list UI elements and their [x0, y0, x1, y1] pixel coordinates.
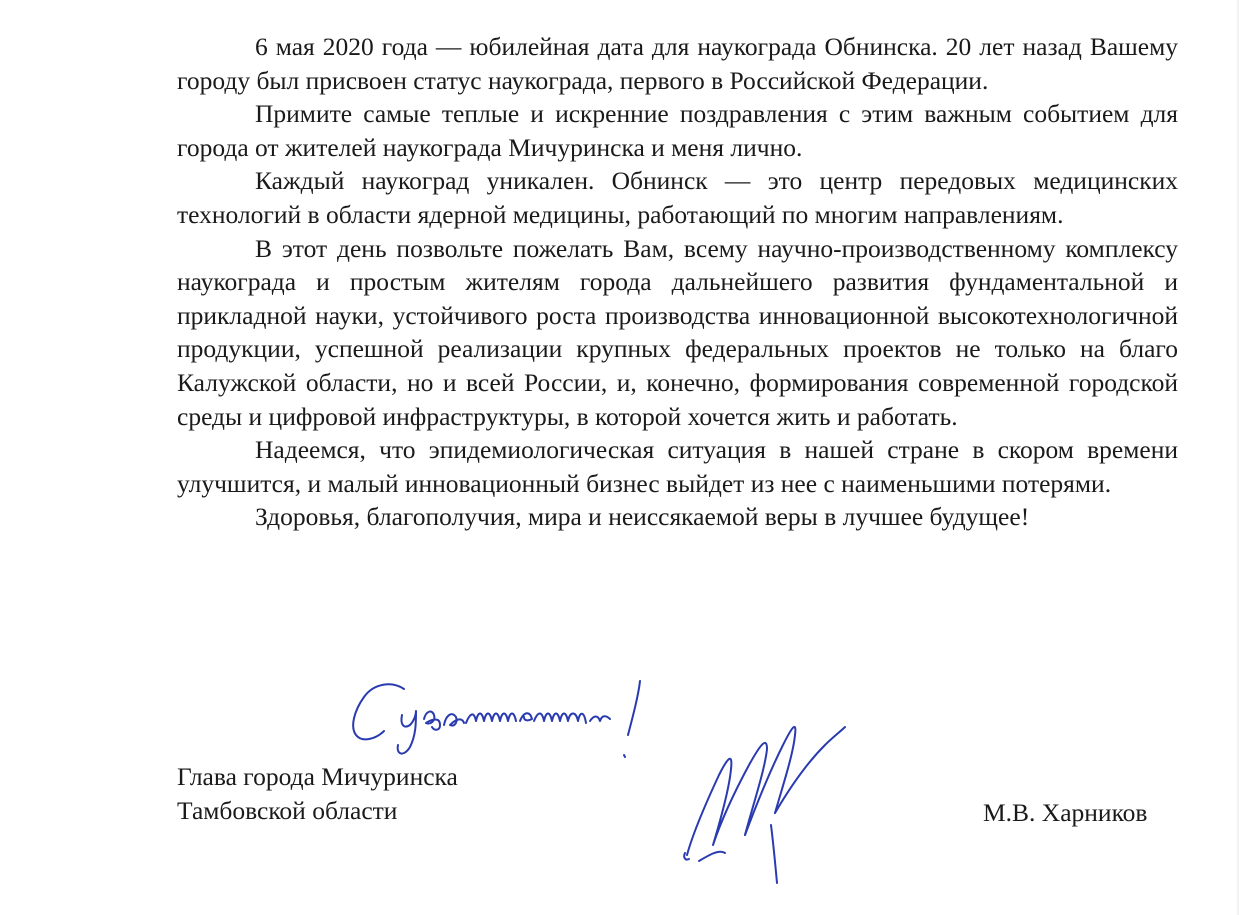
signatory-name: М.В. Харников	[983, 798, 1148, 827]
paragraph-congratulations: Примите самые теплые и искренние поздравления с этим важным событием для города от жителей наукограда Мичуринска и меня лично.	[177, 99, 1178, 162]
letter-body	[177, 30, 1178, 534]
handwritten-closing	[340, 675, 660, 765]
signatory-title-line2: Тамбовской области	[177, 796, 398, 825]
signatory-title	[177, 760, 458, 828]
paragraph-closing-wish: Здоровья, благополучия, мира и неиссякаемой веры в лучшее будущее!	[255, 502, 1030, 532]
signatory-title-line1: Глава города Мичуринска	[177, 762, 458, 791]
paragraph-anniversary: 6 мая 2020 года — юбилейная дата для наукограда Обнинска. 20 лет назад Вашему городу был присвоен статус наукограда, первого в Российской Федерации.	[177, 32, 1178, 95]
signature-image	[675, 705, 855, 890]
paragraph-obninsk-unique: Каждый наукоград уникален. Обнинск — это центр передовых медицинских технологий в области ядерной медицины, работающий по многим направлениям.	[177, 166, 1178, 229]
paragraph-epidemic: Надеемся, что эпидемиологическая ситуация в нашей стране в скором времени улучшится, и малый инновационный бизнес выйдет из нее с наименьшими потерями.	[177, 435, 1178, 498]
paragraph-wishes: В этот день позвольте пожелать Вам, всему научно-производственному комплексу наукограда и простым жителям города дальнейшего развития фундаментальной и прикладной науки, устойчивого роста производства инновационной высокотехнологичной продукции, успешной реализации крупных федеральных проектов не только на благо Калужской области, но и всей России, и, конечно, формирования современной городской среды и цифровой инфраструктуры, в которой хочется жить и работать.	[177, 233, 1178, 431]
